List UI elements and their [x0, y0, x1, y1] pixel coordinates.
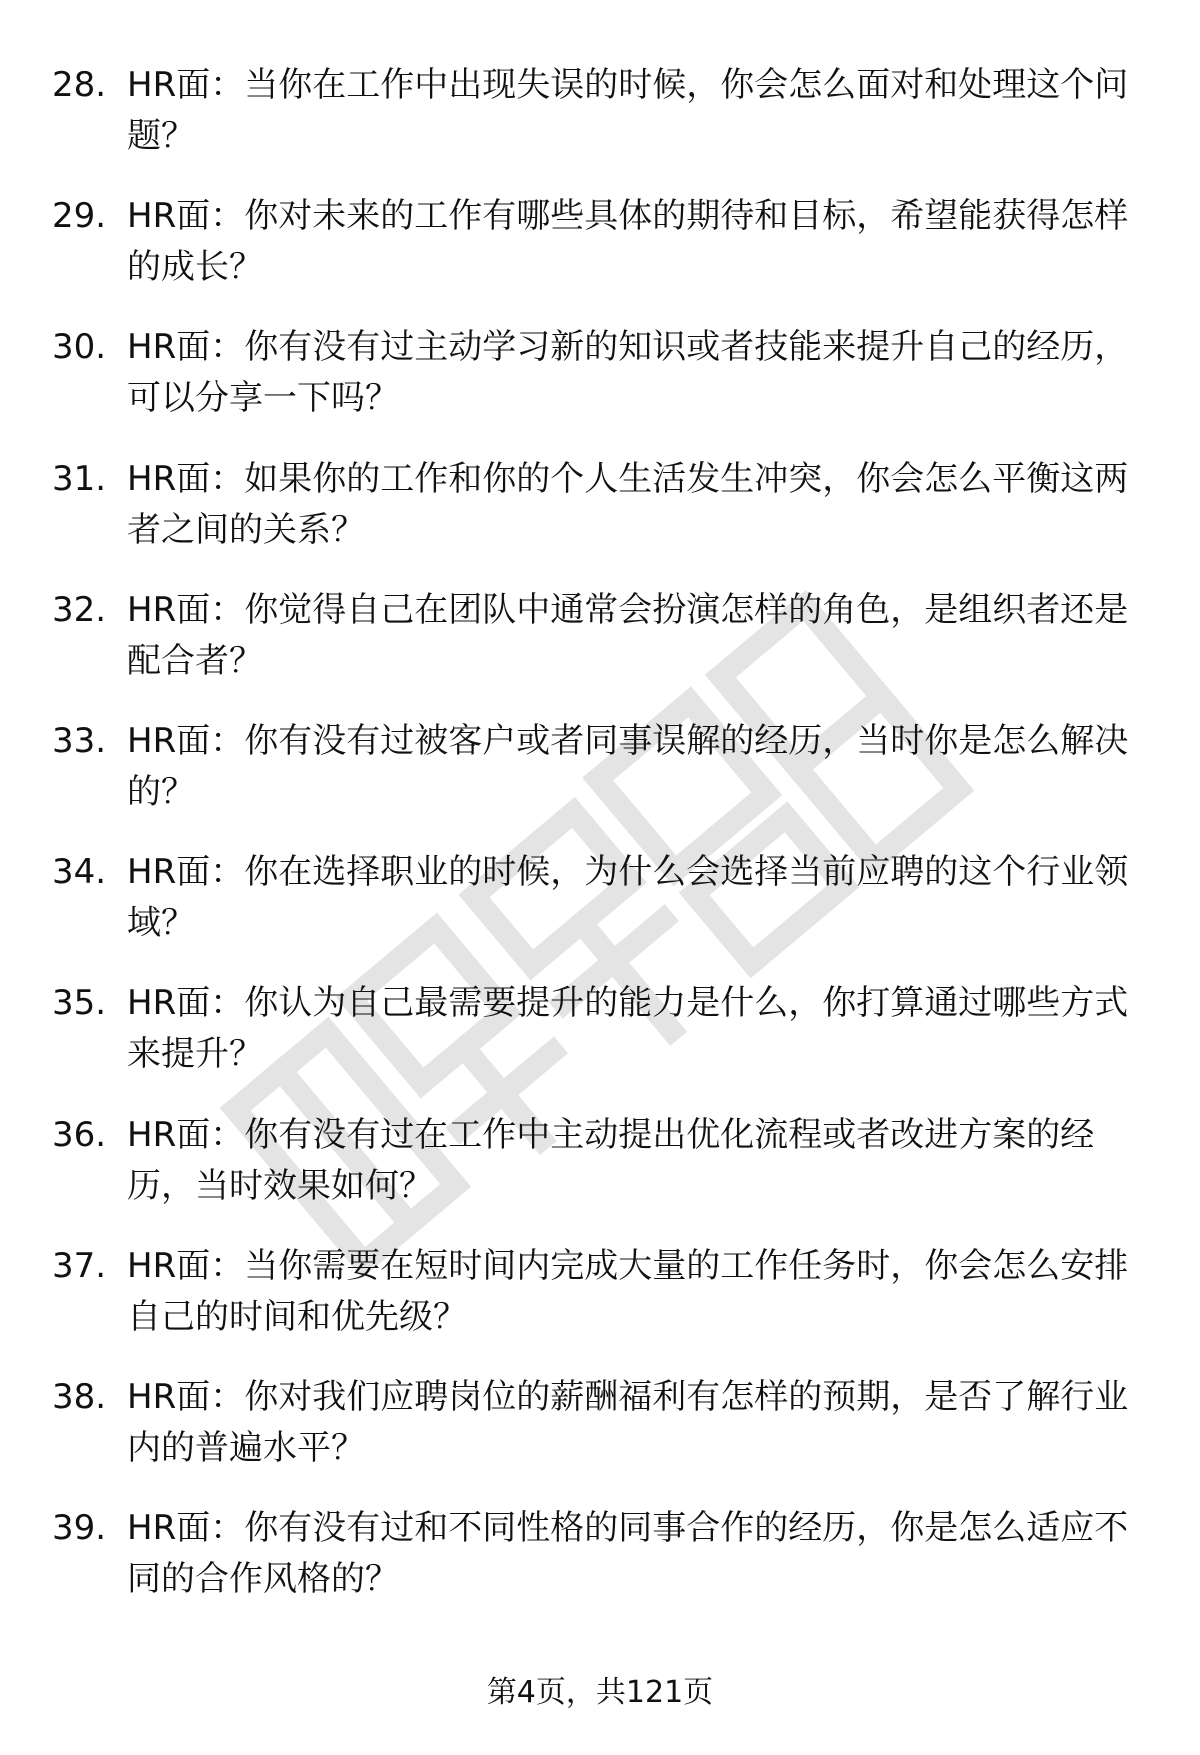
list-item	[52, 716, 1162, 847]
question-text: HR面：当你在工作中出现失误的时候，你会怎么面对和处理这个问题？	[127, 65, 1129, 156]
question-text: HR面：你觉得自己在团队中通常会扮演怎样的角色，是组织者还是配合者？	[127, 589, 1129, 681]
question-text: HR面：你有没有过在工作中主动提出优化流程或者改进方案的经历，当时效果如何？	[127, 1114, 1095, 1206]
question-text: HR面：你认为自己最需要提升的能力是什么，你打算通过哪些方式来提升？	[127, 983, 1129, 1075]
question-text: HR面：你有没有过被客户或者同事误解的经历，当时你是怎么解决的？	[127, 720, 1129, 812]
list-item	[52, 1372, 1162, 1503]
question-number: 28.	[52, 65, 107, 105]
question-text: HR面：你对我们应聘岗位的薪酬福利有怎样的预期，是否了解行业内的普遍水平？	[127, 1376, 1129, 1468]
question-number: 31.	[52, 458, 107, 499]
question-number: 29.	[52, 196, 107, 237]
question-number: 30.	[52, 327, 107, 368]
question-text: HR面：你有没有过主动学习新的知识或者技能来提升自己的经历，可以分享一下吗？	[127, 327, 1129, 419]
page-number-footer: 第4页，共121页	[486, 1675, 714, 1710]
question-text: HR面：如果你的工作和你的个人生活发生冲突，你会怎么平衡这两者之间的关系？	[127, 458, 1129, 550]
question-number: 32.	[52, 589, 107, 630]
question-number: 36.	[52, 1114, 107, 1155]
question-number: 37.	[52, 1245, 107, 1286]
list-item	[52, 585, 1162, 716]
list-item	[52, 191, 1162, 322]
question-number: 35.	[52, 983, 107, 1024]
question-number: 38.	[52, 1376, 107, 1417]
question-number: 39.	[52, 1508, 107, 1549]
question-list	[52, 60, 1162, 1634]
list-item	[52, 322, 1162, 453]
list-item	[52, 847, 1162, 978]
list-item	[52, 1503, 1162, 1634]
question-text: HR面：当你需要在短时间内完成大量的工作任务时，你会怎么安排自己的时间和优先级？	[127, 1245, 1129, 1337]
list-item	[52, 454, 1162, 585]
question-text: HR面：你在选择职业的时候，为什么会选择当前应聘的这个行业领域？	[127, 852, 1129, 944]
list-item	[52, 1241, 1162, 1372]
question-text: HR面：你有没有过和不同性格的同事合作的经历，你是怎么适应不同的合作风格的？	[127, 1508, 1129, 1600]
question-text: HR面：你对未来的工作有哪些具体的期待和目标，希望能获得怎样的成长？	[127, 196, 1129, 288]
list-item	[52, 978, 1162, 1109]
list-item	[52, 60, 1162, 191]
question-number: 34.	[52, 852, 107, 893]
list-item	[52, 1110, 1162, 1241]
question-number: 33.	[52, 720, 107, 761]
